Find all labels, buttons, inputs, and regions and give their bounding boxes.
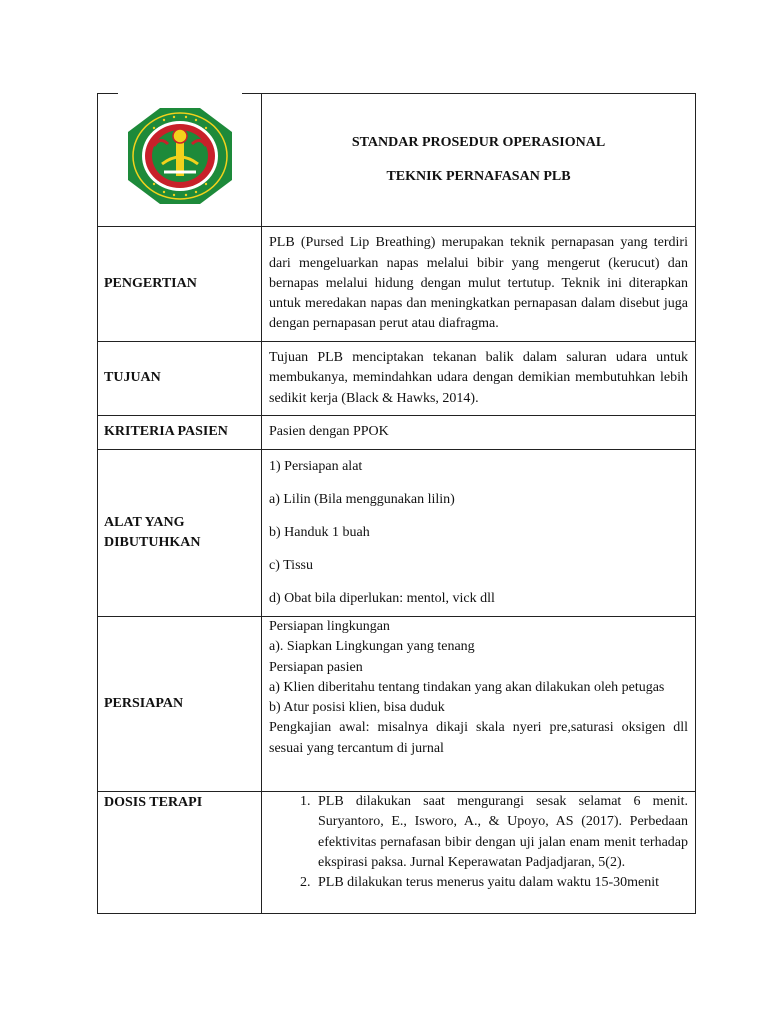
list-item: Pengkajian awal: misalnya dikaji skala nyeri pre,saturasi oksigen dll sesuai yang tercantum di jurnal <box>269 720 688 756</box>
list-item: b) Handuk 1 buah <box>269 525 370 540</box>
list-item: 1) Persiapan alat <box>269 459 363 474</box>
university-seal-icon <box>124 106 236 206</box>
logo-cell <box>98 94 262 227</box>
list-item: 1. PLB dilakukan saat mengurangi sesak selamat 6 menit. Suryantoro, E., Isworo, A., & Upoyo, AS (2017). Perbedaan efektivitas pernafasan bibir dengan uji jalan enam menit terhadap ekspirasi paksa. Jurnal Keperawatan Padjadjaran, 5(2). <box>314 792 688 873</box>
row-alat <box>98 450 696 617</box>
content-pengertian: PLB (Pursed Lip Breathing) merupakan teknik pernapasan yang terdiri dari mengeluarkan napas melalui bibir yang mengerut (kerucut) dan bernapas melalui hidung dengan mulut tertutup. Teknik ini diterapkan untuk meredakan napas dan meningkatkan pernapasan dalam disebut juga dengan pernapasan perut atau diafragma. <box>262 227 696 342</box>
list-item: Persiapan lingkungan <box>269 619 390 634</box>
list-item: b) Atur posisi klien, bisa duduk <box>269 700 445 716</box>
label-tujuan: TUJUAN <box>98 342 262 416</box>
label-dosis: DOSIS TERAPI <box>98 792 262 914</box>
row-kriteria <box>98 416 696 450</box>
content-tujuan: Tujuan PLB menciptakan tekanan balik dalam saluran udara untuk membukanya, memindahkan udara dengan demikian membutuhkan lebih sedikit kerja (Black & Hawks, 2014). <box>262 342 696 416</box>
document-title: STANDAR PROSEDUR OPERASIONAL <box>351 134 606 150</box>
content-kriteria: Pasien dengan PPOK <box>262 416 696 450</box>
list-item: c) Tissu <box>269 558 313 573</box>
content-dosis <box>262 792 696 914</box>
row-tujuan <box>98 342 696 416</box>
list-item: a) Klien diberitahu tentang tindakan yang akan dilakukan oleh petugas <box>269 679 665 695</box>
label-kriteria: KRITERIA PASIEN <box>98 416 262 450</box>
row-persiapan <box>98 617 696 792</box>
dosis-list <box>269 792 688 893</box>
content-persiapan <box>262 617 696 792</box>
title-cell <box>262 94 696 227</box>
list-item: Persiapan pasien <box>269 659 363 675</box>
document-subtitle: TEKNIK PERNAFASAN PLB <box>386 169 571 184</box>
label-pengertian: PENGERTIAN <box>98 227 262 342</box>
header-row <box>98 94 696 227</box>
list-item: a) Lilin (Bila menggunakan lilin) <box>269 492 455 507</box>
list-item: a). Siapkan Lingkungan yang tenang <box>269 639 475 655</box>
sop-table <box>97 93 696 914</box>
list-item: 2. PLB dilakukan terus menerus yaitu dalam waktu 15-30menit <box>314 873 688 893</box>
row-dosis <box>98 792 696 914</box>
content-alat <box>262 450 696 617</box>
label-alat: ALAT YANG DIBUTUHKAN <box>98 450 262 617</box>
label-persiapan: PERSIAPAN <box>98 617 262 792</box>
row-pengertian <box>98 227 696 342</box>
list-item: d) Obat bila diperlukan: mentol, vick dll <box>269 591 495 606</box>
